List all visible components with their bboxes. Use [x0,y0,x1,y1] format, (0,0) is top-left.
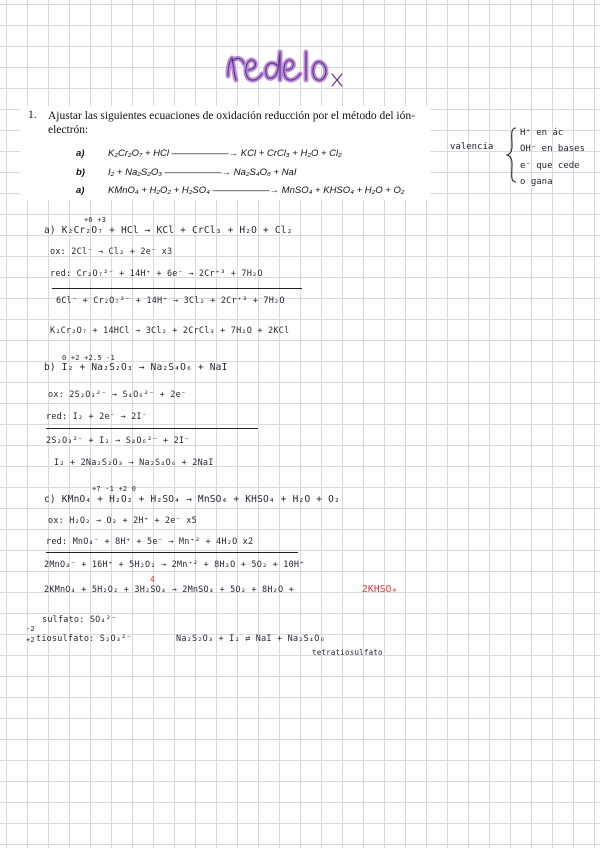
final-b: I₂ + 2Na₂S₂O₃ → Na₂S₄O₆ + 2NaI [54,458,214,468]
equation-text: I₂ + Na₂S₂O₃ ——————→ Na₂S₄O₆ + NaI [108,167,297,178]
sum-rule [52,288,302,289]
reduction-half-b: red: I₂ + 2e⁻ → 2I⁻ [46,412,148,422]
equation-text: K₂Cr₂O₇ + HCl ——————→ KCl + CrCl₃ + H₂O + Cl₂ [108,148,342,159]
oxidation-numbers-a: +6 +3 [84,216,107,224]
oxidation-half-a: ox: 2Cl⁻ → Cl₂ + 2e⁻ x3 [50,247,173,257]
sum-a: 6Cl⁻ + Cr₂O₇²⁻ + 14H⁺ → 3Cl₂ + 2Cr⁺³ + 7H₂O [56,296,285,306]
final-c: 2KMnO₄ + 5H₂O₂ + 3H₂SO₄ → 2MnSO₄ + 5O₂ + 8H₂O + [44,585,294,595]
valencia-item: e⁻ que cede [520,161,580,171]
final-c-correction: 2KHSO₄ [362,584,398,595]
title-redox [222,44,347,92]
correction-mark: 4 [150,575,156,584]
equation-a-handwritten: a) K₂Cr₂O₇ + HCl → KCl + CrCl₃ + H₂O + Cl₂ [44,225,293,236]
sum-b: 2S₂O₃²⁻ + I₂ → S₄O₆²⁻ + 2I⁻ [46,436,190,446]
equation-label: a) [76,148,85,159]
oxidation-half-b: ox: 2S₂O₃²⁻ → S₄O₆²⁻ + 2e⁻ [48,390,187,400]
valencia-label: valencia [450,142,494,152]
note-sulfato: sulfato: SO₄²⁻ [42,615,117,625]
valencia-item: H⁺ en ác [520,128,564,138]
valencia-item: OH⁻ en bases [520,144,586,154]
note-tetratiosulfato: tetratiosulfato [312,648,383,657]
oxidation-numbers-c: +7 -1 +2 0 [92,485,137,493]
valencia-brace [506,126,518,188]
exercise-block [20,106,430,200]
valencia-item: o gana [520,177,553,187]
question-text: Ajustar las siguientes ecuaciones de oxidación reducción por el método del ión-electrón: [48,110,415,136]
equation-b-handwritten: b) I₂ + Na₂S₂O₃ → Na₂S₄O₆ + NaI [44,362,228,373]
sum-c: 2MnO₄⁻ + 16H⁺ + 5H₂O₂ → 2Mn⁺² + 8H₂O + 5O₂ + 10H⁺ [44,560,305,570]
equation-label: a) [76,185,85,196]
equation-label: b) [76,167,85,178]
final-a: K₂Cr₂O₇ + 14HCl → 3Cl₂ + 2CrCl₃ + 7H₂O + 2KCl [50,326,290,336]
question-number: 1. [28,109,37,121]
sum-rule [46,428,258,429]
note-prefix: +2 [26,636,35,644]
sum-rule [46,552,298,553]
reduction-half-a: red: Cr₂O₇²⁻ + 14H⁺ + 6e⁻ → 2Cr⁺³ + 7H₂O [50,269,263,279]
equation-text: KMnO₄ + H₂O₂ + H₂SO₄ ——————→ MnSO₄ + KHSO₄ + H₂O + O₂ [108,185,405,196]
equation-c-handwritten: c) KMnO₄ + H₂O₂ + H₂SO₄ → MnSO₄ + KHSO₄ + H₂O + O₂ [44,494,340,505]
reduction-half-c: red: MnO₄⁻ + 8H⁺ + 5e⁻ → Mn⁺² + 4H₂O x2 [46,537,254,547]
note-equation: Na₂S₂O₃ + I₂ ⇄ NaI + Na₂S₄O₆ [176,634,325,644]
note-prefix: -2 [26,625,35,633]
note-tiosulfato: tiosulfato: S₂O₃²⁻ [36,634,132,644]
oxidation-numbers-b: 0 +2 +2.5 -1 [62,354,115,362]
oxidation-half-c: ox: H₂O₂ → O₂ + 2H⁺ + 2e⁻ x5 [48,516,197,526]
